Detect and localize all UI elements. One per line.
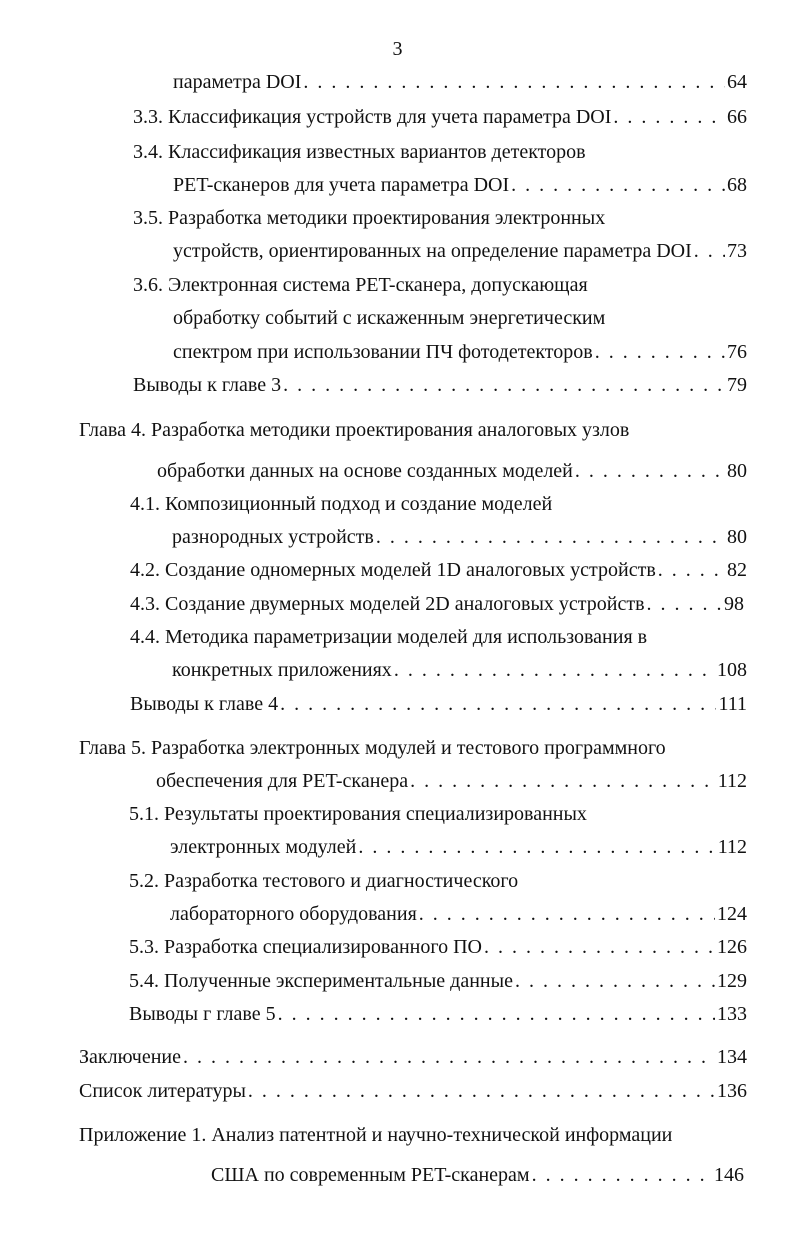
- toc-page-number: 112: [717, 836, 747, 858]
- toc-line: [173, 173, 747, 197]
- toc-line-text: Выводы г главе 5: [129, 1003, 276, 1025]
- toc-line: [172, 658, 747, 682]
- toc-line-text: PET-сканеров для учета параметра DOI: [173, 174, 510, 196]
- toc-line: [129, 969, 747, 993]
- toc-line: [172, 525, 747, 549]
- toc-line-text: разнородных устройств: [172, 526, 374, 548]
- toc-page-number: 133: [717, 1003, 747, 1025]
- toc-line-text: конкретных приложениях: [172, 659, 392, 681]
- toc-line: [130, 625, 647, 649]
- toc-page-number: 112: [717, 770, 747, 792]
- toc-leader-dots: [280, 692, 716, 716]
- toc-line-text: 4.2. Создание одномерных моделей 1D аналоговых устройств: [130, 559, 656, 581]
- toc-line: [79, 1079, 747, 1103]
- toc-leader-dots: [613, 105, 725, 129]
- toc-line-text: 5.3. Разработка специализированного ПО: [129, 936, 482, 958]
- toc-line: [133, 105, 747, 129]
- toc-page-number: 68: [727, 174, 747, 196]
- toc-line-text: Глава 5. Разработка электронных модулей и тестового программного: [79, 737, 666, 759]
- toc-line: [173, 239, 747, 263]
- toc-line: [170, 835, 747, 859]
- toc-line: [173, 306, 605, 330]
- toc-line: [130, 692, 747, 716]
- toc-line-text: устройств, ориентированных на определение параметра DOI: [173, 240, 692, 262]
- toc-line: [130, 558, 747, 582]
- toc-line-text: спектром при использовании ПЧ фотодетекторов: [173, 341, 593, 363]
- toc-line-text: Заключение: [79, 1046, 181, 1068]
- toc-line: [130, 492, 552, 516]
- toc-leader-dots: [376, 525, 725, 549]
- toc-page-number: 66: [727, 106, 747, 128]
- toc-leader-dots: [511, 173, 725, 197]
- toc-line-text: параметра DOI: [173, 71, 302, 93]
- toc-leader-dots: [410, 769, 716, 793]
- toc-line-text: 4.4. Методика параметризации моделей для использования в: [130, 626, 648, 648]
- toc-line-text: 5.1. Результаты проектирования специализированных: [129, 803, 587, 825]
- toc-page-number: 80: [727, 460, 747, 482]
- toc-line-text: Выводы к главе 3: [133, 374, 282, 396]
- toc-page-number: 64: [727, 71, 747, 93]
- toc-line-text: 4.3. Создание двумерных моделей 2D аналоговых устройств: [130, 593, 645, 615]
- toc-leader-dots: [575, 459, 725, 483]
- toc-line: [79, 736, 666, 760]
- toc-page-number: 146: [714, 1164, 744, 1186]
- toc-line: [79, 1045, 747, 1069]
- toc-leader-dots: [248, 1079, 715, 1103]
- toc-leader-dots: [658, 558, 725, 582]
- toc-line: [173, 70, 747, 94]
- toc-line-text: Приложение 1. Анализ патентной и научно-технической информации: [79, 1124, 673, 1146]
- toc-line: [79, 418, 629, 442]
- toc-line-text: 5.4. Полученные экспериментальные данные: [129, 970, 513, 992]
- toc-page-number: 126: [717, 936, 747, 958]
- toc-line: [133, 273, 588, 297]
- toc-line-text: 3.3. Классификация устройств для учета параметра DOI: [133, 106, 612, 128]
- toc-line: [130, 592, 744, 616]
- toc-line-text: обработки данных на основе созданных моделей: [157, 460, 573, 482]
- toc-line-text: Выводы к главе 4: [130, 693, 279, 715]
- toc-leader-dots: [595, 340, 725, 364]
- toc-line-text: 3.5. Разработка методики проектирования электронных: [133, 207, 606, 229]
- toc-page-number: 82: [727, 559, 747, 581]
- toc-line-text: электронных модулей: [170, 836, 357, 858]
- toc-leader-dots: [283, 373, 725, 397]
- toc-line-text: обработку событий с искаженным энергетическим: [173, 307, 606, 329]
- toc-line: [133, 140, 586, 164]
- toc-line: [129, 802, 587, 826]
- toc-line-text: Список литературы: [79, 1080, 246, 1102]
- page-number: 3: [392, 38, 403, 60]
- toc-page-number: 124: [717, 903, 747, 925]
- toc-page-number: 73: [727, 240, 747, 262]
- toc-leader-dots: [278, 1002, 715, 1026]
- toc-line-text: 3.6. Электронная система PET-сканера, допускающая: [133, 274, 588, 296]
- toc-line: [157, 459, 747, 483]
- toc-page-number: 79: [727, 374, 747, 396]
- toc-line-text: лабораторного оборудования: [170, 903, 417, 925]
- toc-leader-dots: [532, 1163, 712, 1187]
- toc-line: [173, 340, 747, 364]
- toc-line-text: обеспечения для PET-сканера: [156, 770, 409, 792]
- toc-line-text: 3.4. Классификация известных вариантов детекторов: [133, 141, 586, 163]
- toc-line-text: 4.1. Композиционный подход и создание моделей: [130, 493, 553, 515]
- toc-page-number: 80: [727, 526, 747, 548]
- toc-line-text: 5.2. Разработка тестового и диагностического: [129, 870, 519, 892]
- toc-leader-dots: [183, 1045, 715, 1069]
- toc-line: [156, 769, 747, 793]
- toc-leader-dots: [647, 592, 722, 616]
- toc-line: [129, 1002, 747, 1026]
- toc-page-number: 111: [718, 693, 747, 715]
- toc-line: [170, 902, 747, 926]
- toc-leader-dots: [303, 70, 725, 94]
- toc-line: [129, 869, 518, 893]
- toc-leader-dots: [694, 239, 725, 263]
- toc-line: [133, 373, 747, 397]
- toc-page-number: 134: [717, 1046, 747, 1068]
- toc-line-text: Глава 4. Разработка методики проектирования аналоговых узлов: [79, 419, 630, 441]
- toc-leader-dots: [515, 969, 715, 993]
- toc-leader-dots: [419, 902, 715, 926]
- toc-page-number: 98: [724, 593, 744, 615]
- toc-leader-dots: [394, 658, 715, 682]
- toc-leader-dots: [358, 835, 715, 859]
- toc-line: [211, 1163, 744, 1187]
- toc-line-text: США по современным PET-сканерам: [211, 1164, 530, 1186]
- toc-leader-dots: [484, 935, 715, 959]
- toc-line: [133, 206, 605, 230]
- toc-page-number: 136: [717, 1080, 747, 1102]
- toc-page-number: 108: [717, 659, 747, 681]
- toc-page-number: 129: [717, 970, 747, 992]
- toc-line: [79, 1123, 672, 1147]
- toc-line: [129, 935, 747, 959]
- toc-page-number: 76: [727, 341, 747, 363]
